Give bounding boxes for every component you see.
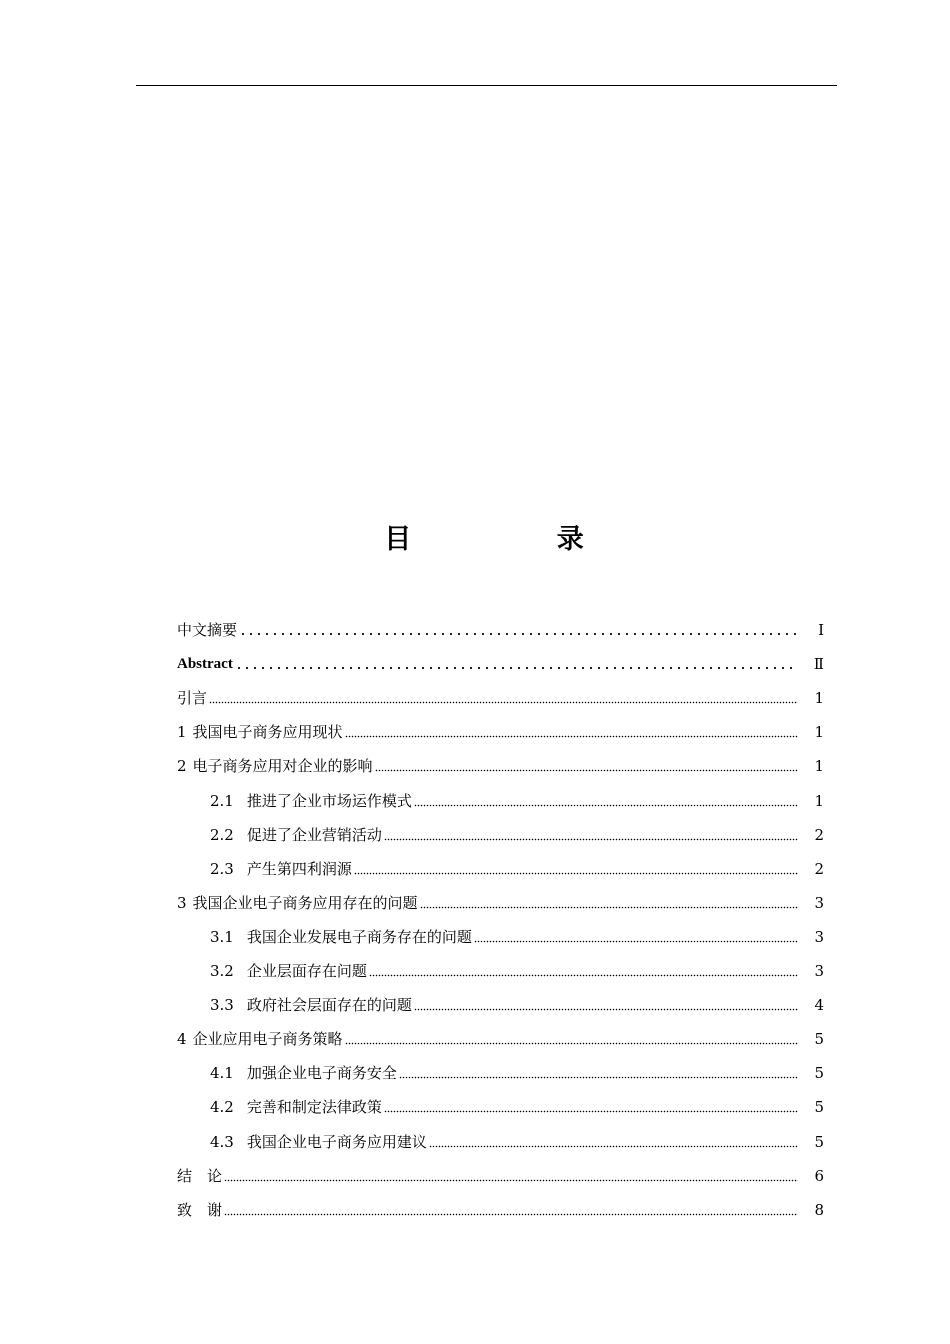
toc-entry-number: 1 [177,723,187,742]
toc-entry-number: 4.1 [210,1064,234,1083]
toc-dot-leader [375,760,798,772]
toc-entry-page-number: 3 [814,927,824,946]
toc-entry-page-number: 5 [814,1064,824,1083]
toc-dot-leader [224,1170,798,1182]
toc-dot-leader [224,1204,798,1216]
toc-entry-page-number: 3 [814,962,824,980]
toc-dot-leader [474,931,798,943]
toc-entry-page-number: 4 [814,996,824,1015]
toc-entry-label: 结 论 [177,1166,223,1185]
toc-dot-leader [414,795,798,807]
toc-dot-leader [345,1033,798,1045]
toc-entry-number: 4 [177,1030,187,1049]
toc-entry-page-number: 1 [814,757,824,776]
toc-dot-leader [209,692,798,704]
toc-entry[interactable] [177,610,824,640]
toc-entry-label: 推进了企业市场运作模式 [246,791,412,810]
toc-entry-number: 2.1 [210,791,234,810]
toc-entry[interactable] [210,1122,824,1152]
toc-entry[interactable] [210,1087,824,1117]
toc-entry-label: 致 谢 [177,1200,223,1219]
toc-entry-number: 3.2 [210,962,234,980]
toc-entry-label: 产生第四利润源 [246,859,352,878]
toc-entry[interactable] [177,883,824,913]
toc-entry-label: 我国企业电子商务应用建议 [246,1132,427,1151]
toc-entry[interactable] [210,849,824,879]
toc-entry-page-number: 2 [814,859,824,878]
toc-entry-number: 2.2 [210,825,234,844]
toc-entry-label: 企业应用电子商务策略 [192,1030,343,1049]
toc-entry-label: 我国电子商务应用现状 [192,723,343,742]
toc-dot-leader [420,897,798,909]
toc-entry-label: 政府社会层面存在的问题 [246,996,412,1015]
toc-entry-page-number: Ⅰ [818,621,824,639]
toc-entry[interactable] [177,1156,824,1186]
toc-entry-number: 4.2 [210,1098,234,1117]
toc-entry-label: Abstract [177,656,233,673]
toc-entry-number: 3.3 [210,996,234,1015]
toc-entry-label: 企业层面存在问题 [246,962,367,980]
toc-dot-leader [414,999,798,1011]
toc-entry[interactable] [177,1019,824,1049]
toc-dot-leader [384,1101,798,1113]
toc-entry-label: 加强企业电子商务安全 [246,1064,397,1083]
toc-dot-leader [429,1136,798,1148]
toc-entry-page-number: 1 [814,791,824,810]
toc-dot-leader [354,863,798,875]
toc-entry-number: 3.1 [210,927,234,946]
toc-entry[interactable] [177,1190,824,1220]
toc-entry-page-number: 1 [814,723,824,742]
header-rule [136,85,837,86]
toc-entry-number: 4.3 [210,1132,234,1151]
toc-dot-leader [369,965,798,977]
toc-entry-number: 2.3 [210,859,234,878]
toc-dot-leader [384,829,798,841]
toc-entry-page-number: 6 [814,1166,824,1185]
toc-entry-page-number: 5 [814,1030,824,1049]
toc-entry-label: 电子商务应用对企业的影响 [192,757,373,776]
toc-entry-label: 中文摘要 [177,621,238,639]
toc-dot-leader [345,726,798,738]
toc-entry-label: 我国企业发展电子商务存在的问题 [246,927,472,946]
toc-entry-page-number: 2 [814,825,824,844]
toc-dot-leader [239,624,798,636]
toc-entry-page-number: Ⅱ [813,655,824,674]
toc-entry[interactable] [177,678,824,708]
toc-entry-label: 完善和制定法律政策 [246,1098,382,1117]
toc-entry-label: 促进了企业营销活动 [246,825,382,844]
toc-dot-leader [399,1067,798,1079]
toc-entry[interactable] [177,746,824,776]
toc-entry[interactable] [177,712,824,742]
toc-entry-page-number: 5 [814,1132,824,1151]
toc-entry[interactable] [210,985,824,1015]
toc-entry-page-number: 3 [814,893,824,912]
toc-entry[interactable] [210,1053,824,1083]
toc-entry-page-number: 8 [814,1200,824,1219]
toc-entry[interactable] [210,815,824,845]
toc-entry-number: 3 [177,893,187,912]
toc-entry[interactable] [210,951,824,981]
toc-dot-leader [235,658,798,670]
toc-entry-label: 我国企业电子商务应用存在的问题 [192,893,418,912]
toc-title: 目 录 [384,524,652,555]
toc-entry-number: 2 [177,757,187,776]
toc-entry[interactable] [210,917,824,947]
toc-entry[interactable] [177,644,824,674]
toc-entry[interactable] [210,781,824,811]
toc-entry-page-number: 5 [814,1098,824,1117]
toc-entry-label: 引言 [177,689,208,708]
toc-entry-page-number: 1 [814,689,824,708]
